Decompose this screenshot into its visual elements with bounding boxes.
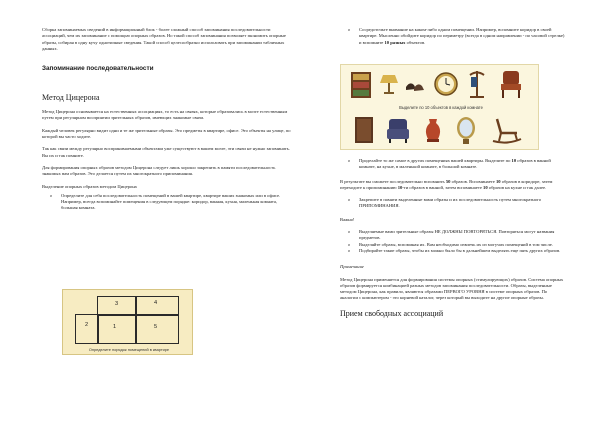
floor-plan-figure (62, 289, 193, 355)
room-4 (135, 296, 179, 316)
list-item: o Определите для себя последовательность помещений в вашей квартире, квартире ваших знакомых или в офисе. Например, всегда вспоминайте помещения в следующем порядке: коридор, ванная, кухня, маленькая комната, большая комната. (61, 193, 292, 212)
note-paragraph: Метод Цицерона применяется для формирования системы опорных (стимулирующих) образов. Система опорных образов формируется комбинацией разных методов запоминания последовательности. Образы, выделенные методом Цицерона, как правило, являются образами ПЕРВОГО УРОВНЯ в системе опорных образов. По аналогии с компьютером - это корневой каталог, через который вы выходите на другие опорные образы. (340, 276, 564, 301)
section-title: Запоминание последовательности (42, 65, 154, 73)
steps-list (340, 197, 565, 210)
room-objects-figure (340, 64, 539, 150)
wall-clock-icon (433, 71, 459, 97)
intro-paragraph: Сборка запоминаемых сведений в информационный блок - более сложный способ запоминания последовательности ассоциаций, чем их запоминание с помощью опорных образов. Но такой способ запоминания позволяет экономить опорные образы, собирая в одну кучу однотипные сведения. Такой способ целесообразно использовать при запоминании табличных данных. (42, 27, 286, 51)
room-1 (97, 314, 137, 344)
steps-list (42, 193, 292, 212)
method-paragraph-3: Так как связи между регулярно воспринимаемыми объектами уже существуют в вашем мозге, эти связи не нужно запоминать. Вы их и так помните. (42, 146, 290, 158)
room-label-5: 5 (154, 324, 158, 330)
vase-icon (421, 117, 445, 143)
list-item: o Выделяйте образы, вспоминая их. Вам необходимо извлечь их из могучих помещений в том числе. (359, 242, 565, 248)
cabinet-icon (353, 115, 375, 145)
room-label-4: 4 (154, 300, 158, 306)
ornate-chair-icon (496, 69, 526, 99)
important-label: Важно! (340, 216, 355, 222)
method-paragraph-5: Выделение опорных образов методом Цицерона (42, 183, 137, 189)
steps-list (340, 27, 565, 46)
armchair-icon (385, 115, 411, 145)
list-item: o Выделяемые вами зрительные образы НЕ ДОЛЖНЫ ПОВТОРЯТЬСЯ. Повторяться могут названия предметов. (359, 229, 565, 242)
rocking-chair-icon (489, 115, 525, 145)
room-label-3: 3 (115, 301, 119, 307)
note-label: Примечание (340, 264, 364, 270)
floor-plan-caption: Определите порядок помещений в квартире (88, 347, 170, 352)
coat-rack-icon (466, 69, 488, 99)
right-column-lower (340, 158, 565, 319)
method-paragraph-1: Метод Цицерона основывается на естественных ассоциациях, то есть на связях, которые образовались в мозге естественным путем при регулярном восприятии зрительных образов, имеющих знакомые связи. (42, 109, 288, 121)
method-paragraph-4: Для формирования опорных образов методом Цицерона следует лишь хорошо закрепить в памяти последовательность знакомых вам образов. Это делается путем их многократного припоминания. (42, 164, 276, 177)
right-column (340, 0, 565, 46)
method-title: Метод Цицерона (42, 93, 100, 103)
room-2 (75, 314, 99, 344)
steps-list (340, 158, 565, 171)
bookshelf-icon (349, 71, 373, 99)
list-item: o Сосредоточьте внимание на каком-либо одном помещении. Например, вспомните коридор в своей квартире. Мысленно обойдите коридор по периметру (всегда в одном направлении - по часовой стрелке) и вспомните 10 разных объектов. (359, 27, 565, 46)
next-section-title: Прием свободных ассоциаций (340, 308, 444, 318)
mirror-icon (453, 115, 479, 145)
left-column (42, 0, 292, 212)
table-lamp-icon (379, 73, 399, 95)
list-item: o Проделайте то же самое в других помещениях вашей квартиры. Выделите по 10 образов в ванной комнате, на кухне, в маленькой комнате, в большой комнате. (359, 158, 565, 171)
method-paragraph-2: Каждый человек регулярно видит одни и те же зрительные образы. Это предметы в квартире, офисе. Это объекты на улице, по которой вы часто ходите. (42, 127, 291, 140)
result-paragraph: В результате вы сможете последовательно вспомнить 50 образов. Вспоминаете 10 образов в коридоре, затем переходите к припоминанию 10-ти образов в ванной, затем вспоминаете 10 образов на кухне и так далее. (340, 178, 553, 190)
room-label-2: 2 (85, 322, 89, 328)
rules-list (340, 229, 565, 254)
list-item: o Закрепите в памяти выделенные вами образы и их последовательность путем многократного ПРИПОМИНАНИЯ. (359, 197, 565, 210)
shoes-icon (404, 73, 426, 95)
room-label-1: 1 (113, 324, 117, 330)
room-objects-caption: Выделите по 10 объектов в каждой комнате (399, 105, 483, 110)
list-item: o Подбирайте такие образы, чтобы их можно было бы в дальнейшем выделять еще пять других образов. (359, 248, 565, 254)
